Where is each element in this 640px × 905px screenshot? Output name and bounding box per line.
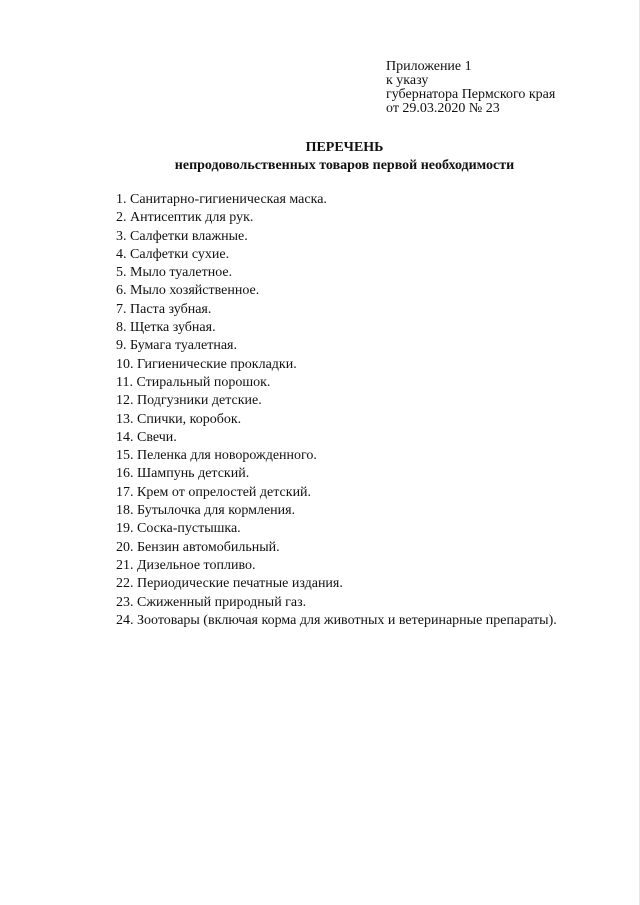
list-item: 21. Дизельное топливо.: [116, 557, 256, 573]
list-item: 20. Бензин автомобильный.: [116, 539, 280, 555]
appendix-line-2: к указу: [386, 73, 429, 88]
list-item: 10. Гигиенические прокладки.: [116, 356, 297, 372]
list-item: 4. Салфетки сухие.: [116, 246, 230, 262]
appendix-line-4: от 29.03.2020 № 23: [386, 101, 500, 116]
list-item: 22. Периодические печатные издания.: [116, 576, 343, 592]
list-item: 8. Щетка зубная.: [116, 320, 216, 336]
title-subheading: непродовольственных товаров первой необходимости: [174, 158, 515, 173]
list-item: 13. Спички, коробок.: [116, 411, 242, 427]
list-item: 6. Мыло хозяйственное.: [116, 283, 260, 299]
list-item: 15. Пеленка для новорожденного.: [116, 448, 317, 464]
list-item: 24. Зоотовары (включая корма для животных и ветеринарные препараты).: [116, 612, 557, 628]
appendix-block: [386, 60, 555, 116]
list-item: 23. Сжиженный природный газ.: [116, 594, 307, 610]
list-item: 19. Соска-пустышка.: [116, 521, 241, 537]
document-title: [0, 139, 640, 175]
list-item: 12. Подгузники детские.: [116, 393, 262, 409]
list-item: 14. Свечи.: [116, 429, 177, 445]
list-item: 18. Бутылочка для кормления.: [116, 503, 296, 519]
list-item: 9. Бумага туалетная.: [116, 338, 237, 354]
list-item: 5. Мыло туалетное.: [116, 265, 233, 281]
list-item: 16. Шампунь детский.: [116, 466, 250, 482]
appendix-line-3: губернатора Пермского края: [386, 87, 556, 102]
list-item: 3. Салфетки влажные.: [116, 228, 248, 244]
list-item: 7. Паста зубная.: [116, 301, 212, 317]
appendix-line-1: Приложение 1: [386, 59, 472, 74]
list-item: 11. Стиральный порошок.: [116, 374, 271, 390]
list-item: 2. Антисептик для рук.: [116, 210, 254, 226]
title-heading: ПЕРЕЧЕНЬ: [305, 140, 384, 155]
list-item: 1. Санитарно-гигиеническая маска.: [116, 192, 327, 207]
goods-list: [116, 191, 557, 630]
list-item: 17. Крем от опрелостей детский.: [116, 484, 312, 500]
